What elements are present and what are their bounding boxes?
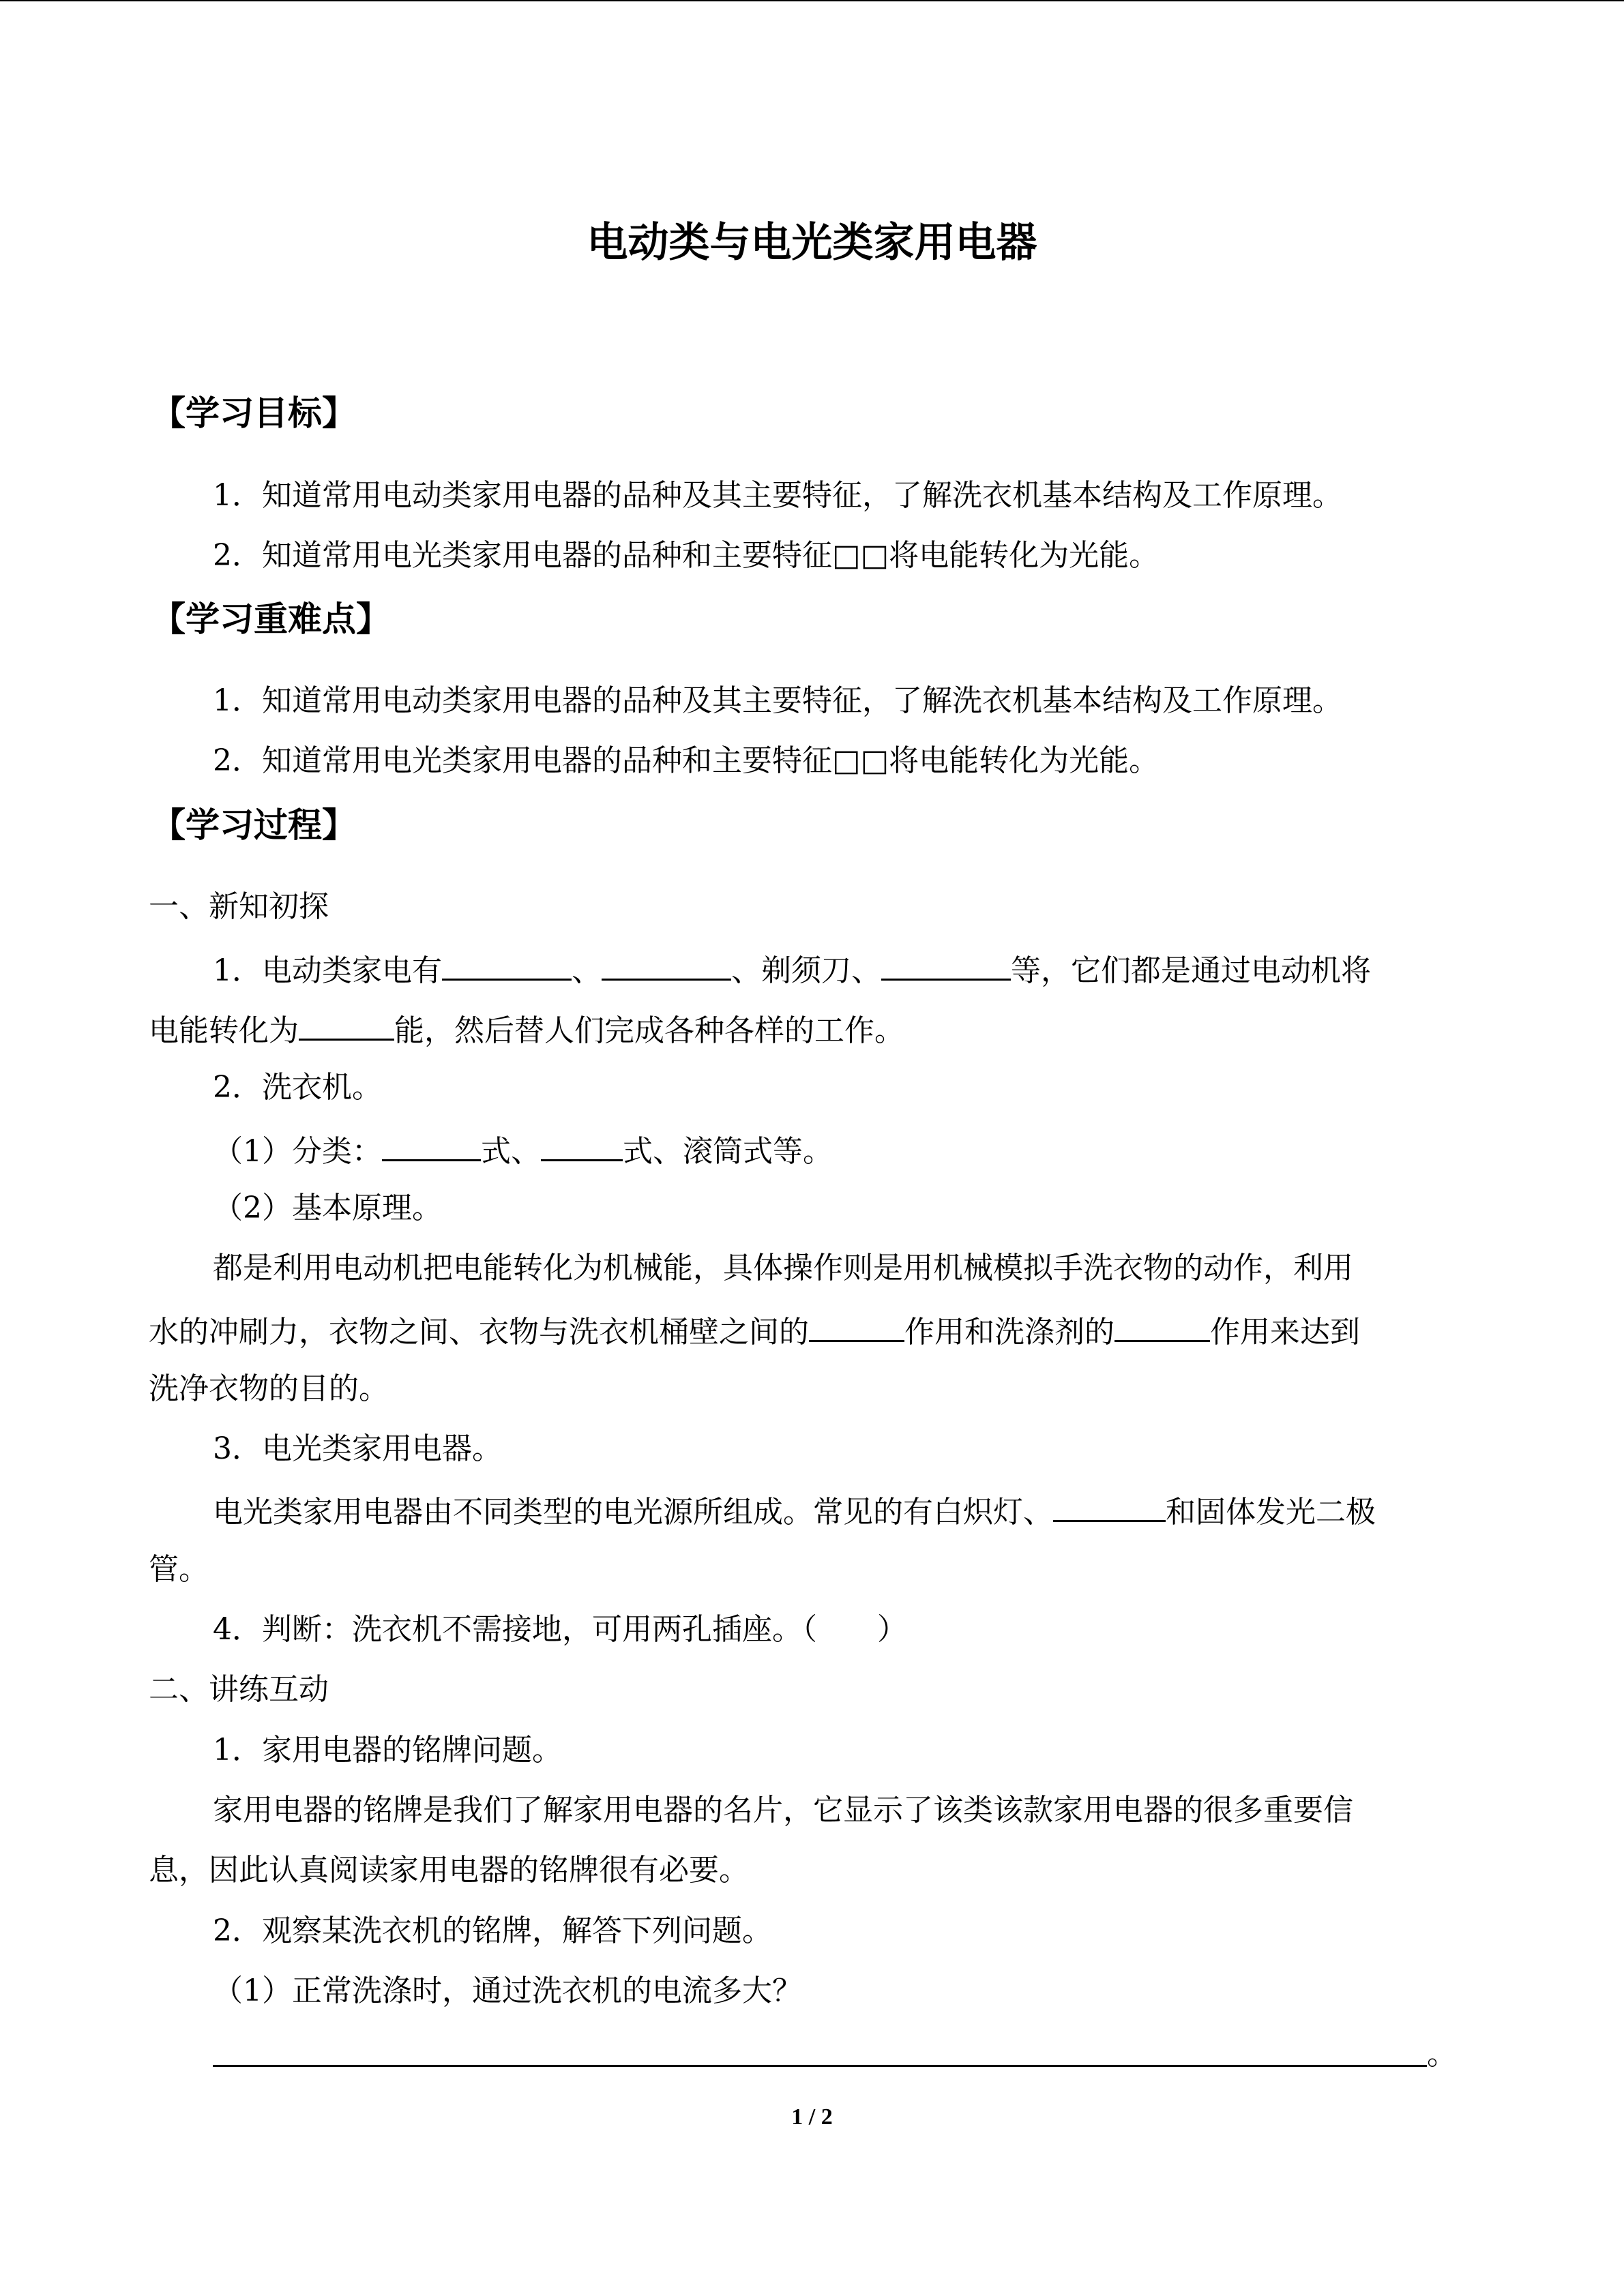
q3-text-a: 电光类家用电器由不同类型的电光源所组成。常见的有白炽灯、	[213, 1495, 1053, 1530]
part1-q3-line1	[213, 1490, 1376, 1532]
answer-blank[interactable]	[1053, 1490, 1166, 1522]
answer-blank[interactable]	[809, 1310, 904, 1342]
answer-blank[interactable]	[881, 949, 1011, 981]
page-number: 1 / 2	[791, 2104, 833, 2130]
q2-1-text-b: 式、	[481, 1134, 541, 1169]
answer-end-mark: 。	[1427, 2037, 1457, 2072]
goal-item-2: 2．知道常用电光类家用电器的品种和主要特征□□将电能转化为光能。	[213, 538, 1160, 573]
q1-text-a: 1．电动类家电有	[213, 953, 442, 988]
process-heading: 【学习过程】	[151, 805, 356, 845]
part1-q2-2-line1: 都是利用电动机把电能转化为机械能，具体操作则是用机械模拟手洗衣物的动作，利用	[213, 1251, 1353, 1285]
part2-q1-line1: 家用电器的铭牌是我们了解家用电器的名片，它显示了该类该款家用电器的很多重要信	[213, 1793, 1353, 1828]
page-title: 电动类与电光类家用电器	[587, 219, 1037, 267]
q1-text-d: 等，它们都是通过电动机将	[1011, 953, 1371, 988]
answer-blank[interactable]	[299, 1009, 394, 1041]
q1-text-b: 、	[572, 953, 602, 988]
key-points-heading: 【学习重难点】	[151, 599, 390, 639]
q1-text-c: 、剃须刀、	[731, 953, 881, 988]
q1-text-e: 电能转化为	[149, 1013, 299, 1048]
part2-q2-title: 2．观察某洗衣机的铭牌，解答下列问题。	[213, 1913, 772, 1948]
part1-q1-line2	[149, 1009, 904, 1050]
part1-q4: 4．判断：洗衣机不需接地，可用两孔插座。（ ）	[213, 1612, 907, 1647]
q2-2-text-b: 作用和洗涤剂的	[904, 1315, 1114, 1350]
part2-q1-title: 1．家用电器的铭牌问题。	[213, 1733, 562, 1768]
q2-2-text-a: 水的冲刷力，衣物之间、衣物与洗衣机桶壁之间的	[149, 1315, 809, 1350]
q2-1-text-a: （1）分类：	[213, 1134, 382, 1169]
answer-blank[interactable]	[382, 1129, 481, 1161]
part1-q2-2-line3: 洗净衣物的目的。	[149, 1371, 389, 1406]
q2-2-text-c: 作用来达到	[1210, 1315, 1360, 1350]
answer-blank[interactable]	[442, 949, 572, 981]
answer-blank[interactable]	[1114, 1310, 1210, 1342]
key-point-item-2: 2．知道常用电光类家用电器的品种和主要特征□□将电能转化为光能。	[213, 743, 1160, 778]
answer-line[interactable]	[213, 2065, 1427, 2067]
q1-text-f: 能，然后替人们完成各种各样的工作。	[394, 1013, 904, 1048]
answer-blank[interactable]	[541, 1129, 623, 1161]
part1-heading: 一、新知初探	[149, 889, 329, 924]
goal-item-1: 1．知道常用电动类家用电器的品种及其主要特征，了解洗衣机基本结构及工作原理。	[213, 478, 1342, 513]
q3-text-b: 和固体发光二极	[1166, 1495, 1376, 1530]
q2-1-text-c: 式、滚筒式等。	[623, 1134, 833, 1169]
part2-heading: 二、讲练互动	[149, 1672, 329, 1707]
part2-q1-line2: 息，因此认真阅读家用电器的铭牌很有必要。	[149, 1853, 749, 1888]
part1-q2-1	[213, 1129, 833, 1171]
part2-q2-1: （1）正常洗涤时，通过洗衣机的电流多大？	[213, 1973, 802, 2008]
part1-q3-title: 3．电光类家用电器。	[213, 1431, 502, 1466]
part1-q1-line1	[213, 949, 1371, 990]
part1-q2-2-title: （2）基本原理。	[213, 1191, 442, 1225]
part1-q3-line2: 管。	[149, 1552, 209, 1587]
top-border	[0, 0, 1624, 1]
key-point-item-1: 1．知道常用电动类家用电器的品种及其主要特征，了解洗衣机基本结构及工作原理。	[213, 683, 1342, 718]
goals-heading: 【学习目标】	[151, 393, 356, 433]
part1-q2-title: 2．洗衣机。	[213, 1070, 382, 1105]
answer-blank[interactable]	[602, 949, 731, 981]
part1-q2-2-line2	[149, 1310, 1360, 1352]
